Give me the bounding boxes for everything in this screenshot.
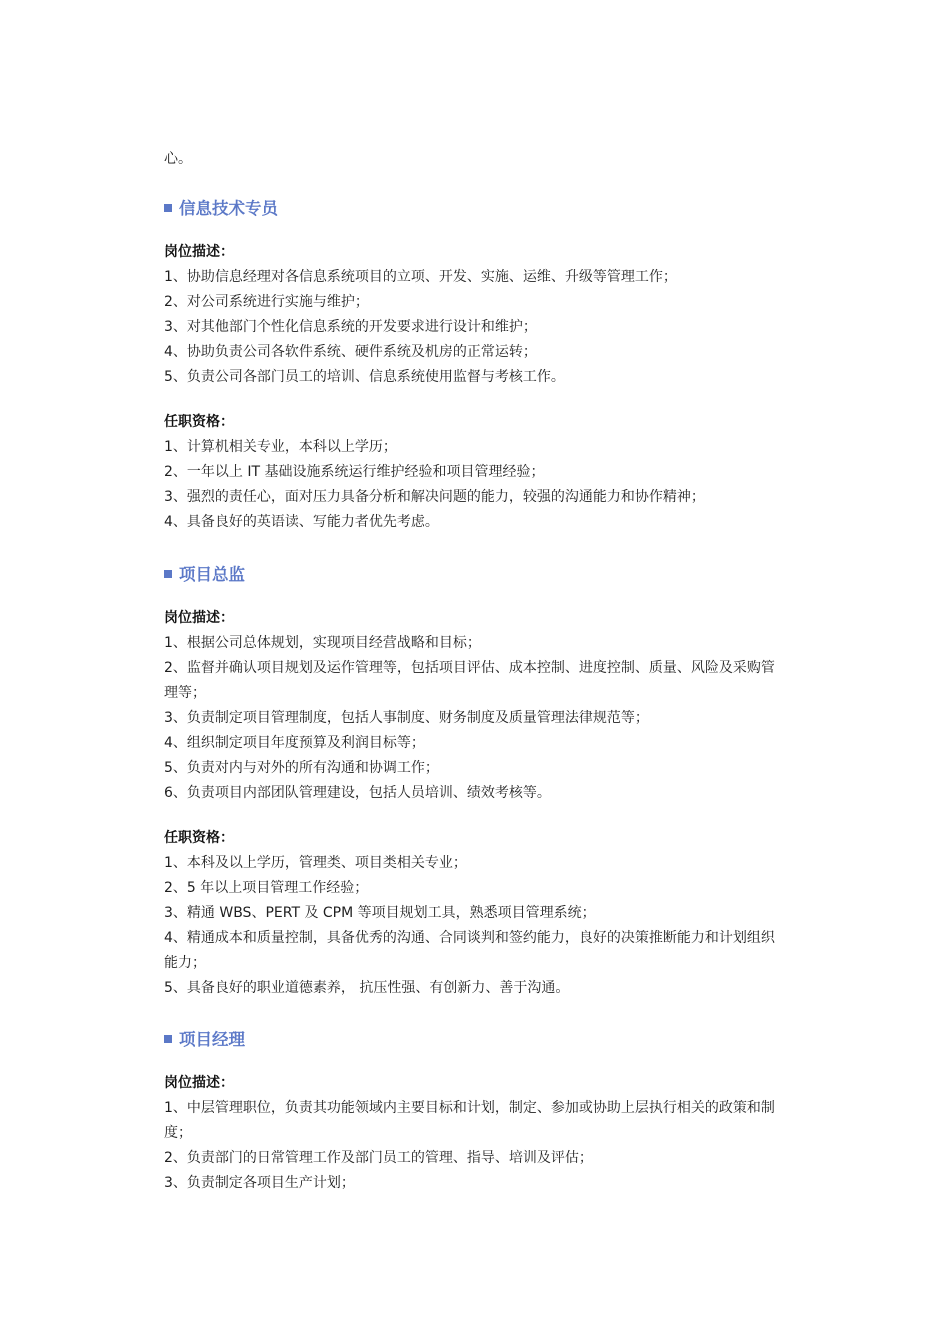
requirements-block <box>164 826 784 1001</box>
section-info-tech-specialist <box>164 194 784 535</box>
duty-item: 5、负责公司各部门员工的培训、信息系统使用监督与考核工作。 <box>164 369 565 385</box>
square-bullet-icon <box>164 570 172 578</box>
duty-item: 4、协助负责公司各软件系统、硬件系统及机房的正常运转； <box>164 344 537 360</box>
section-title <box>164 194 784 220</box>
duty-item: 3、对其他部门个性化信息系统的开发要求进行设计和维护； <box>164 319 537 335</box>
requirements-heading: 任职资格： <box>164 414 234 430</box>
requirement-item: 1、本科及以上学历，管理类、项目类相关专业； <box>164 855 467 871</box>
duty-item: 2、对公司系统进行实施与维护； <box>164 294 369 310</box>
duty-item: 6、负责项目内部团队管理建设，包括人员培训、绩效考核等。 <box>164 785 551 801</box>
duty-item: 2、负责部门的日常管理工作及部门员工的管理、指导、培训及评估； <box>164 1150 593 1166</box>
square-bullet-icon <box>164 1035 172 1043</box>
duties-heading: 岗位描述： <box>164 1075 234 1091</box>
duty-item: 2、监督并确认项目规划及运作管理等，包括项目评估、成本控制、进度控制、质量、风险及采购管理等； <box>164 660 775 701</box>
section-title-text: 信息技术专员 <box>179 199 278 218</box>
duties-block <box>164 1071 784 1196</box>
requirements-heading: 任职资格： <box>164 830 234 846</box>
section-title <box>164 560 784 586</box>
square-bullet-icon <box>164 204 172 212</box>
duty-item: 1、中层管理职位，负责其功能领域内主要目标和计划，制定、参加或协助上层执行相关的政策和制度； <box>164 1100 775 1141</box>
requirement-item: 4、具备良好的英语读、写能力者优先考虑。 <box>164 514 439 530</box>
requirement-item: 3、强烈的责任心，面对压力具备分析和解决问题的能力，较强的沟通能力和协作精神； <box>164 489 705 505</box>
section-title-text: 项目经理 <box>179 1030 245 1049</box>
duties-heading: 岗位描述： <box>164 610 234 626</box>
requirement-item: 5、具备良好的职业道德素养， 抗压性强、有创新力、善于沟通。 <box>164 980 570 996</box>
duty-item: 3、负责制定项目管理制度，包括人事制度、财务制度及质量管理法律规范等； <box>164 710 649 726</box>
duties-heading: 岗位描述： <box>164 244 234 260</box>
duties-block <box>164 240 784 390</box>
duty-item: 1、根据公司总体规划，实现项目经营战略和目标； <box>164 635 481 651</box>
requirement-item: 2、一年以上 IT 基础设施系统运行维护经验和项目管理经验； <box>164 464 545 480</box>
requirement-item: 1、计算机相关专业，本科以上学历； <box>164 439 397 455</box>
section-project-manager <box>164 1025 784 1196</box>
requirement-item: 3、精通 WBS、PERT 及 CPM 等项目规划工具，熟悉项目管理系统； <box>164 905 596 921</box>
section-project-director <box>164 560 784 1001</box>
requirements-block <box>164 410 784 535</box>
requirement-item: 4、精通成本和质量控制，具备优秀的沟通、合同谈判和签约能力，良好的决策推断能力和计划组织能力； <box>164 930 775 971</box>
requirement-item: 2、5 年以上项目管理工作经验； <box>164 880 369 896</box>
lead-text: 心。 <box>164 151 192 167</box>
duty-item: 5、负责对内与对外的所有沟通和协调工作； <box>164 760 439 776</box>
duty-item: 4、组织制定项目年度预算及利润目标等； <box>164 735 425 751</box>
duty-item: 3、负责制定各项目生产计划； <box>164 1175 355 1191</box>
duties-block <box>164 606 784 806</box>
duty-item: 1、协助信息经理对各信息系统项目的立项、开发、实施、运维、升级等管理工作； <box>164 269 677 285</box>
section-title-text: 项目总监 <box>179 565 245 584</box>
section-title <box>164 1025 784 1051</box>
